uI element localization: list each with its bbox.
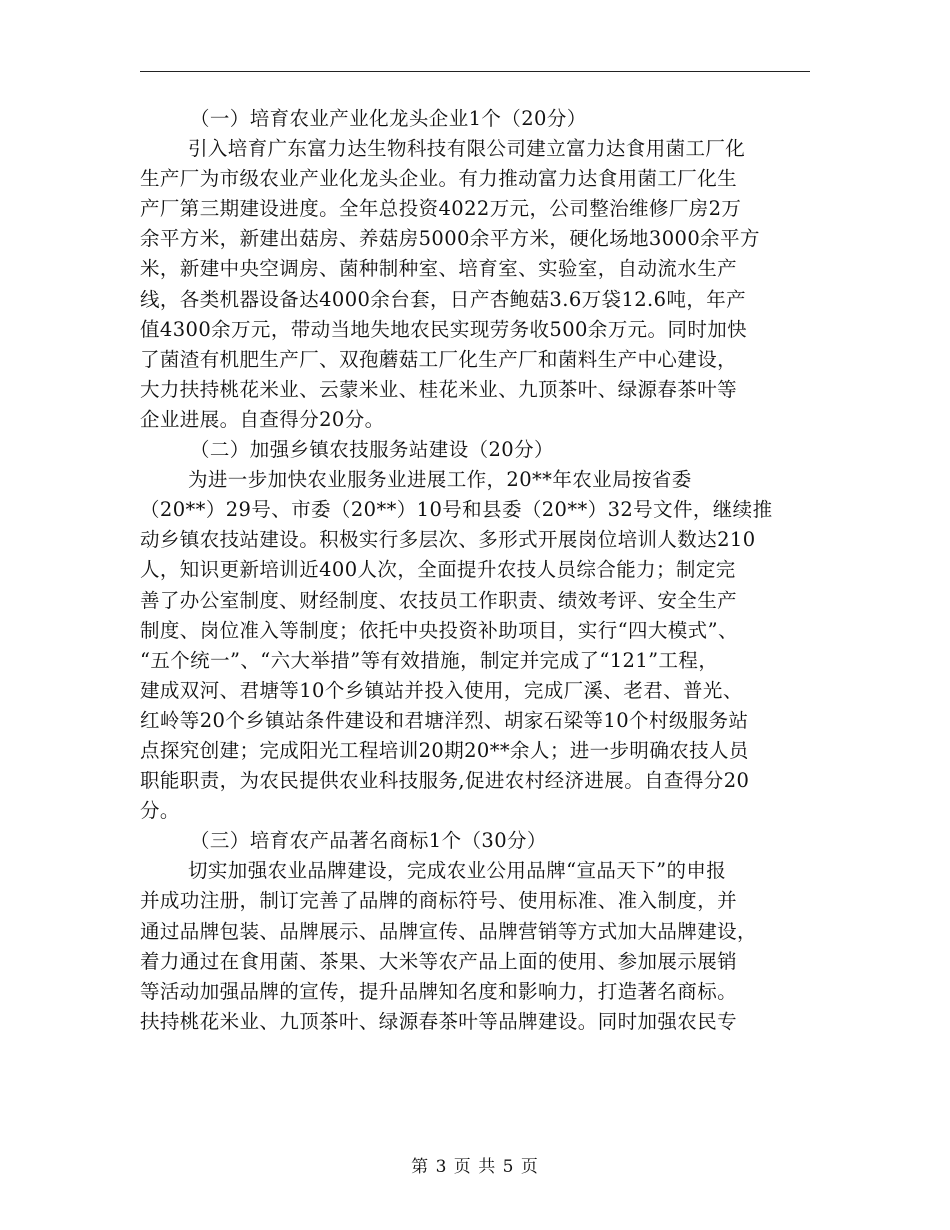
paragraph-line: 善了办公室制度、财经制度、农技员工作职责、绩效考评、安全生产 (140, 588, 738, 612)
paragraph-line: 切实加强农业品牌建设，完成农业公用品牌“宣品天下”的申报 (188, 859, 727, 883)
paragraph-line: 建成双河、君塘等10个乡镇站并投入使用，完成厂溪、老君、普光、 (140, 678, 743, 702)
paragraph-line: 余平方米，新建出菇房、养菇房5000余平方米，硬化场地3000余平方 (140, 227, 760, 251)
paragraph-line: 并成功注册，制订完善了品牌的商标符号、使用标准、准入制度，并 (140, 889, 738, 913)
paragraph-line: 生产厂为市级农业产业化龙头企业。有力推动富力达食用菌工厂化生 (140, 167, 738, 191)
paragraph-line: （20**）29号、市委（20**）10号和县委（20**）32号文件，继续推 (140, 498, 773, 522)
section-heading-1: （一）培育农业产业化龙头企业1个（20分） (190, 107, 587, 130)
paragraph-line: 制度、岗位准入等制度；依托中央投资补助项目，实行“四大模式”、 (140, 618, 738, 642)
paragraph-line: 人，知识更新培训近400人次，全面提升农技人员综合能力；制定完 (140, 558, 736, 582)
paragraph-line: 为进一步加快农业服务业进展工作，20**年农业局按省委 (188, 468, 692, 492)
header-rule (140, 71, 810, 72)
paragraph-line: 引入培育广东富力达生物科技有限公司建立富力达食用菌工厂化 (188, 137, 746, 161)
paragraph-line: 通过品牌包装、品牌展示、品牌宣传、品牌营销等方式加大品牌建设， (140, 919, 757, 943)
page-number: 第 3 页 共 5 页 (411, 1157, 539, 1177)
section-heading-2: （二）加强乡镇农技服务站建设（20分） (190, 438, 554, 462)
paragraph-line: 分。 (140, 799, 180, 823)
paragraph-line: 动乡镇农技站建设。积极实行多层次、多形式开展岗位培训人数达210 (140, 528, 756, 552)
paragraph-line: 米，新建中央空调房、菌种制种室、培育室、实验室，自动流水生产 (140, 257, 738, 281)
paragraph-line: “五个统一”、“六大举措”等有效措施，制定并完成了“121”工程， (140, 648, 719, 672)
paragraph-line: 着力通过在食用菌、茶果、大米等农产品上面的使用、参加展示展销 (140, 949, 738, 973)
paragraph-line: 点探究创建；完成阳光工程培训20期20**余人；进一步明确农技人员 (140, 738, 749, 762)
paragraph-line: 红岭等20个乡镇站条件建设和君塘洋烈、胡家石梁等10个村级服务站 (140, 708, 749, 732)
paragraph-line: 产厂第三期建设进度。全年总投资4022万元，公司整治维修厂房2万 (140, 197, 742, 221)
paragraph-line: 大力扶持桃花米业、云蒙米业、桂花米业、九顶茶叶、绿源春茶叶等 (140, 377, 738, 401)
paragraph-line: 等活动加强品牌的宣传，提升品牌知名度和影响力，打造著名商标。 (140, 979, 738, 1003)
paragraph-line: 了菌渣有机肥生产厂、双孢蘑菇工厂化生产厂和菌料生产中心建设， (140, 347, 738, 371)
paragraph-line: 线，各类机器设备达4000余台套，日产杏鲍菇3.6万袋12.6吨，年产 (140, 287, 747, 311)
section-heading-3: （三）培育农产品著名商标1个（30分） (190, 829, 547, 853)
paragraph-line: 企业进展。自查得分20分。 (140, 407, 385, 431)
paragraph-line: 职能职责，为农民提供农业科技服务,促进农村经济进展。自查得分20 (140, 769, 750, 793)
paragraph-line: 扶持桃花米业、九顶茶叶、绿源春茶叶等品牌建设。同时加强农民专 (140, 1009, 738, 1033)
document-body (140, 104, 808, 1037)
paragraph-line: 值4300余万元，带动当地失地农民实现劳务收500余万元。同时加快 (140, 317, 748, 341)
